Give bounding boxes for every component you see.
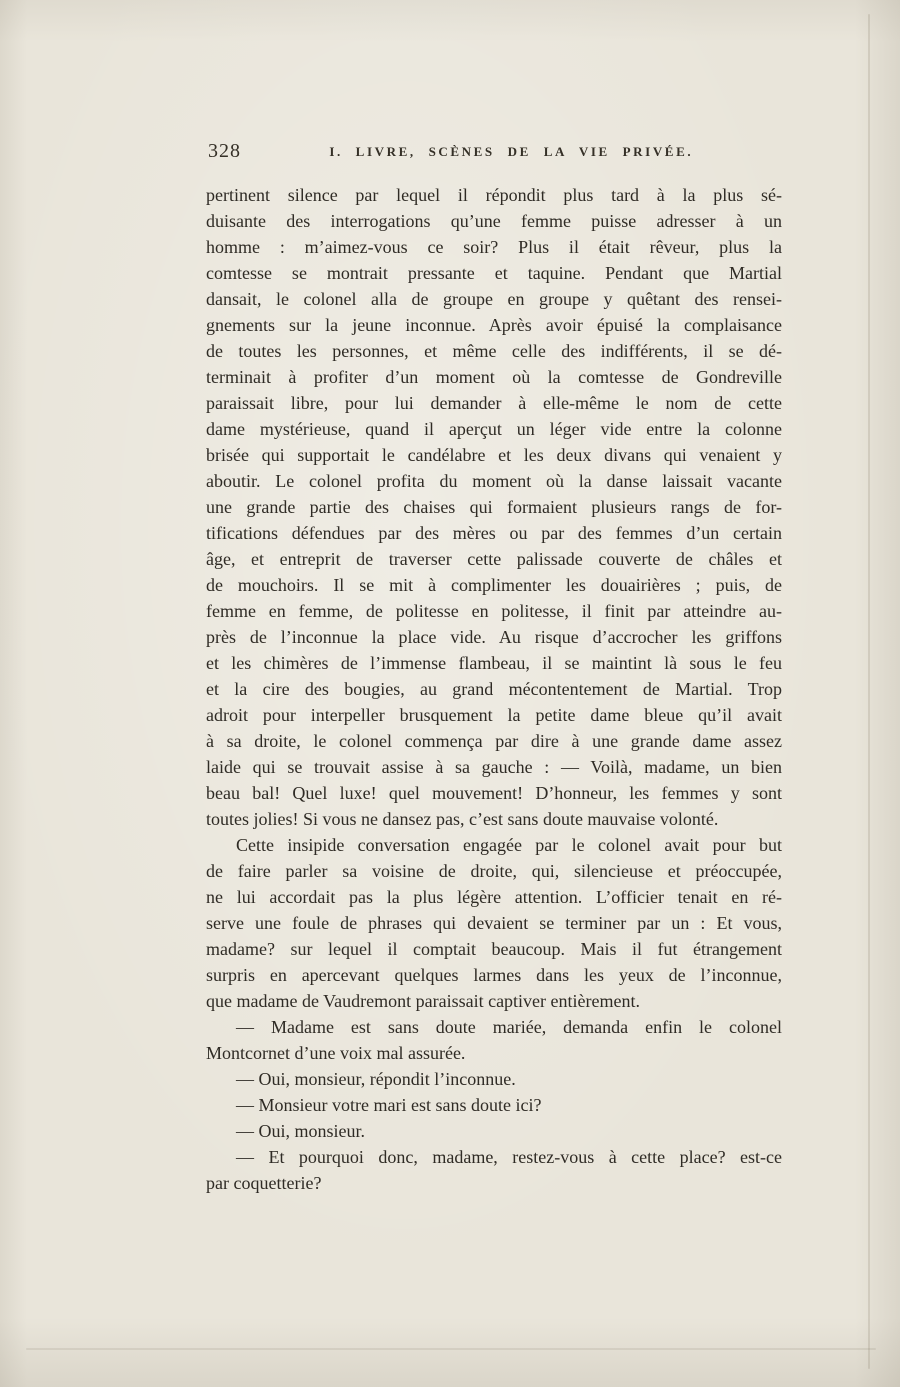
text-line: homme : m’aimez-vous ce soir? Plus il était rêveur, plus la — [206, 237, 782, 257]
text-line: ne lui accordait pas la plus légère attention. L’officier tenait en ré- — [206, 887, 782, 907]
text-line: Montcornet d’une voix mal assurée. — [206, 1043, 466, 1063]
text-line: duisante des interrogations qu’une femme puisse adresser à un — [206, 211, 782, 231]
text-line: dame mystérieuse, quand il aperçut un léger vide entre la colonne — [206, 419, 782, 439]
text-line: terminait à profiter d’un moment où la comtesse de Gondreville — [206, 367, 782, 387]
text-line: — Oui, monsieur. — [236, 1121, 365, 1141]
text-line: de faire parler sa voisine de droite, qui, silencieuse et préoccupée, — [206, 861, 782, 881]
text-line: toutes jolies! Si vous ne dansez pas, c’est sans doute mauvaise volonté. — [206, 809, 719, 829]
text-line: de mouchoirs. Il se mit à complimenter les douairières ; puis, de — [206, 575, 782, 595]
page-edge-bottom — [26, 1348, 876, 1350]
text-line: que madame de Vaudremont paraissait captiver entièrement. — [206, 991, 640, 1011]
text-line: une grande partie des chaises qui formaient plusieurs rangs de for- — [206, 497, 782, 517]
text-line: — Madame est sans doute mariée, demanda enfin le colonel — [236, 1017, 782, 1037]
text-line: femme en femme, de politesse en politesse, il finit par atteindre au- — [206, 601, 782, 621]
page-header — [206, 140, 782, 166]
paragraph — [206, 182, 782, 832]
text-line: brisée qui supportait le candélabre et les deux divans qui venaient y — [206, 445, 782, 465]
text-line: paraissait libre, pour lui demander à elle-même le nom de cette — [206, 393, 782, 413]
running-header: I. LIVRE, SCÈNES DE LA VIE PRIVÉE. — [329, 144, 694, 159]
text-line: — Et pourquoi donc, madame, restez-vous à cette place? est-ce — [236, 1147, 782, 1167]
paragraph — [206, 1144, 782, 1196]
text-line: — Monsieur votre mari est sans doute ici? — [236, 1095, 542, 1115]
text-area — [206, 140, 782, 1196]
text-line: à sa droite, le colonel commença par dire à une grande dame assez — [206, 731, 782, 751]
paragraph — [206, 1092, 782, 1118]
text-line: serve une foule de phrases qui devaient se terminer par un : Et vous, — [206, 913, 782, 933]
text-line: aboutir. Le colonel profita du moment où la danse laissait vacante — [206, 471, 782, 491]
text-line: dansait, le colonel alla de groupe en groupe y quêtant des rensei- — [206, 289, 782, 309]
text-line: par coquetterie? — [206, 1173, 322, 1193]
paragraph — [206, 832, 782, 1014]
paragraph — [206, 1066, 782, 1092]
text-line: adroit pour interpeller brusquement la petite dame bleue qu’il avait — [206, 705, 782, 725]
text-block — [206, 182, 782, 1196]
text-line: et la cire des bougies, au grand mécontentement de Martial. Trop — [206, 679, 782, 699]
text-line: âge, et entreprit de traverser cette palissade couverte de châles et — [206, 549, 782, 569]
text-line: comtesse se montrait pressante et taquine. Pendant que Martial — [206, 263, 782, 283]
text-line: gnements sur la jeune inconnue. Après avoir épuisé la complaisance — [206, 315, 782, 335]
text-line: madame? sur lequel il comptait beaucoup. Mais il fut étrangement — [206, 939, 782, 959]
paragraph — [206, 1118, 782, 1144]
page-number: 328 — [208, 140, 241, 162]
text-line: près de l’inconnue la place vide. Au risque d’accrocher les griffons — [206, 627, 782, 647]
text-line: tifications défendues par des mères ou par des femmes d’un certain — [206, 523, 782, 543]
paragraph — [206, 1014, 782, 1066]
text-line: beau bal! Quel luxe! quel mouvement! D’honneur, les femmes y sont — [206, 783, 782, 803]
text-line: surpris en apercevant quelques larmes dans les yeux de l’inconnue, — [206, 965, 782, 985]
text-line: laide qui se trouvait assise à sa gauche : — Voilà, madame, un bien — [206, 757, 782, 777]
page-edge-right — [868, 14, 870, 1369]
text-line: pertinent silence par lequel il répondit plus tard à la plus sé- — [206, 185, 782, 205]
text-line: — Oui, monsieur, répondit l’inconnue. — [236, 1069, 516, 1089]
text-line: et les chimères de l’immense flambeau, il se maintint là sous le feu — [206, 653, 782, 673]
text-line: Cette insipide conversation engagée par le colonel avait pour but — [236, 835, 782, 855]
text-line: de toutes les personnes, et même celle des indifférents, il se dé- — [206, 341, 782, 361]
